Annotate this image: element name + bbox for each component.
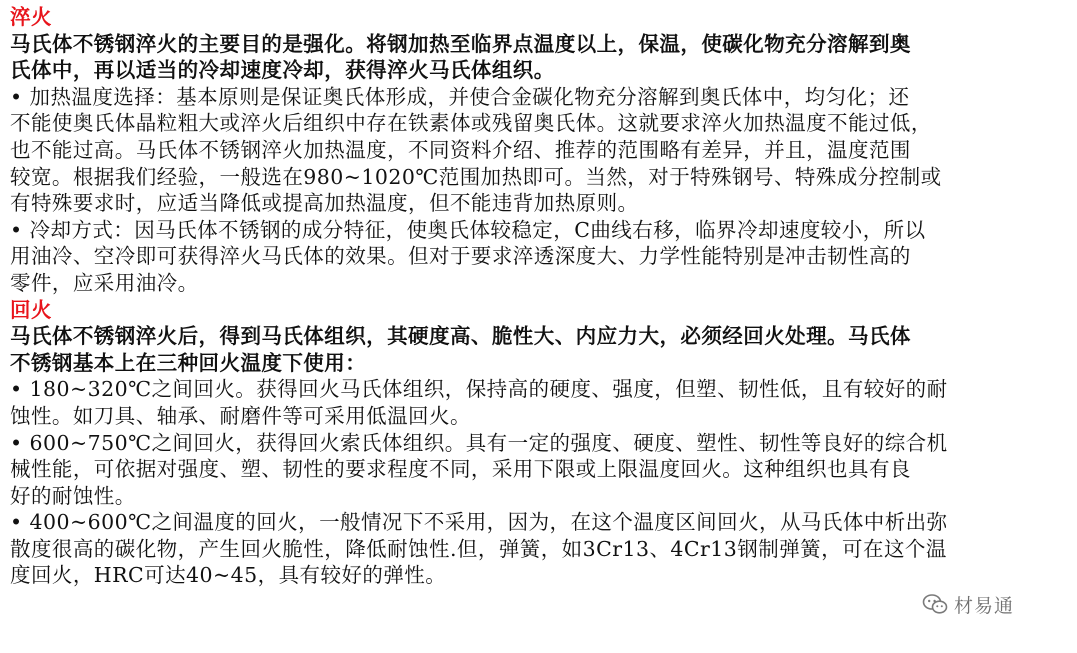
paragraph-line: • 冷却方式：因马氏体不锈钢的成分特征，使奥氏体较稳定，C曲线右移，临界冷却速度较小，所以 [10,217,926,242]
paragraph-line: 有特殊要求时，应适当降低或提高加热温度，但不能违背加热原则。 [10,191,639,216]
paragraph-line: 不锈钢基本上在三种回火温度下使用： [10,350,367,375]
watermark [918,589,1020,619]
paragraph-line: 较宽。根据我们经验，一般选在980~1020℃范围加热即可。当然，对于特殊钢号、特殊成分控制或 [10,164,942,189]
section-heading-temper: 回火 [10,297,52,322]
temper-range-high-bullet [10,430,1068,510]
temper-range-mid-bullet [10,509,1068,589]
paragraph-line: 好的耐蚀性。 [10,483,136,508]
paragraph-line: 蚀性。如刀具、轴承、耐磨件等可采用低温回火。 [10,403,471,428]
temper-range-low-bullet [10,376,1068,429]
paragraph-line: 用油冷、空冷即可获得淬火马氏体的效果。但对于要求淬透深度大、力学性能特别是冲击韧性高的 [10,244,911,269]
quench-intro-paragraph [10,31,1068,84]
paragraph-line: 氏体中，再以适当的冷却速度冷却，获得淬火马氏体组织。 [10,58,555,83]
paragraph-line: 械性能，可依据对强度、塑、韧性的要求程度不同，采用下限或上限温度回火。这种组织也具有良 [10,457,911,482]
paragraph-line: 也不能过高。马氏体不锈钢淬火加热温度，不同资料介绍、推荐的范围略有差异，并且，温度范围 [10,137,911,162]
paragraph-line: • 400~600℃之间温度的回火，一般情况下不采用，因为，在这个温度区间回火，从马氏体中析出弥 [10,510,948,535]
paragraph-line: • 180~320℃之间回火。获得回火马氏体组织，保持高的硬度、强度，但塑、韧性低，且有较好的耐 [10,377,948,402]
wechat-icon [922,593,948,615]
paragraph-line: 马氏体不锈钢淬火的主要目的是强化。将钢加热至临界点温度以上，保温，使碳化物充分溶解到奥 [10,31,911,56]
paragraph-line: • 600~750℃之间回火，获得回火索氏体组织。具有一定的强度、硬度、塑性、韧性等良好的综合机 [10,430,948,455]
watermark-text: 材易通 [954,594,1015,617]
heating-temperature-bullet [10,84,1068,217]
section-heading-quench: 淬火 [10,5,52,29]
document-page [10,4,1068,589]
paragraph-line: 散度很高的碳化物，产生回火脆性，降低耐蚀性.但，弹簧，如3Cr13、4Cr13钢制弹簧，可在这个温 [10,536,947,561]
cooling-method-bullet [10,217,1068,297]
paragraph-line: • 加热温度选择：基本原则是保证奥氏体形成，并使合金碳化物充分溶解到奥氏体中，均匀化；还 [10,84,910,109]
temper-intro-paragraph [10,323,1068,376]
paragraph-line: 度回火，HRC可达40~45，具有较好的弹性。 [10,563,447,588]
paragraph-line: 马氏体不锈钢淬火后，得到马氏体组织，其硬度高、脆性大、内应力大，必须经回火处理。马氏体 [10,324,911,349]
paragraph-line: 零件，应采用油冷。 [10,270,199,295]
paragraph-line: 不能使奥氏体晶粒粗大或淬火后组织中存在铁素体或残留奥氏体。这就要求淬火加热温度不能过低， [10,111,932,136]
